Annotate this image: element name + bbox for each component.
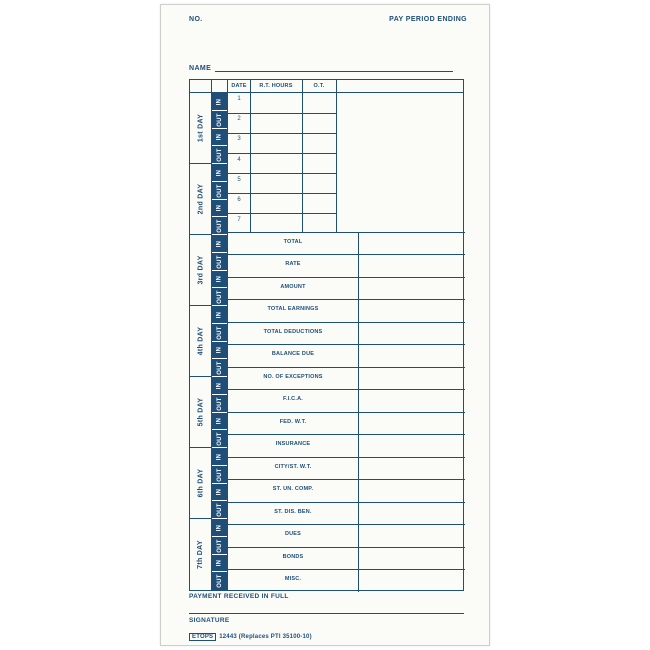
day-label-7: 7th DAY	[197, 540, 204, 569]
chip-in-5b[interactable]: IN	[212, 413, 227, 430]
summary-label-total-earnings: TOTAL EARNINGS	[267, 306, 319, 312]
chip-out-6b[interactable]: OUT	[212, 501, 227, 519]
in-out-column	[212, 80, 228, 590]
summary-rule-11	[228, 502, 465, 503]
chip-in-3b[interactable]: IN	[212, 271, 227, 288]
chip-out-7a[interactable]: OUT	[212, 537, 227, 555]
date-row-rule-5	[228, 193, 336, 194]
summary-label-misc: MISC.	[284, 576, 302, 582]
day-cell-5	[190, 377, 211, 448]
date-number-6: 6	[237, 197, 241, 203]
chip-out-4a[interactable]: OUT	[212, 324, 227, 342]
day-label-1: 1st DAY	[197, 113, 204, 143]
day-label-3: 3rd DAY	[197, 255, 204, 285]
name-rule	[215, 63, 453, 72]
day-label-5: 5th DAY	[197, 397, 204, 427]
payment-received-label: PAYMENT RECEIVED IN FULL	[189, 593, 289, 600]
day-label-4: 4th DAY	[197, 326, 204, 356]
pay-period-ending-label: PAY PERIOD ENDING	[389, 16, 467, 23]
chip-out-2a[interactable]: OUT	[212, 182, 227, 200]
day-label-6: 6th DAY	[197, 468, 204, 498]
summary-rule-5	[228, 367, 465, 368]
chip-in-4a[interactable]: IN	[212, 306, 227, 324]
date-row-rule-4	[228, 173, 336, 174]
chip-out-2b[interactable]: OUT	[212, 217, 227, 235]
chip-out-1b[interactable]: OUT	[212, 146, 227, 164]
summary-label-total-deductions: TOTAL DEDUCTIONS	[263, 329, 323, 335]
brand-row	[189, 633, 464, 641]
summary-rule-3	[228, 322, 465, 323]
card-header	[161, 16, 489, 30]
summary-label-balance-due: BALANCE DUE	[271, 351, 315, 357]
chip-in-7a[interactable]: IN	[212, 519, 227, 537]
signature-label: SIGNATURE	[189, 617, 230, 624]
chip-out-7b[interactable]: OUT	[212, 572, 227, 590]
date-row-rule-7	[228, 232, 465, 233]
day-cell-4	[190, 306, 211, 377]
rule-rt-right	[302, 80, 303, 232]
summary-rule-8	[228, 434, 465, 435]
day-cell-3	[190, 235, 211, 306]
chip-out-4b[interactable]: OUT	[212, 359, 227, 377]
summary-label-st-dis-ben: ST. DIS. BEN.	[274, 509, 312, 515]
chip-out-5a[interactable]: OUT	[212, 395, 227, 413]
signature-rule	[189, 613, 464, 614]
summary-label-amount: AMOUNT	[280, 284, 306, 290]
chip-in-1a[interactable]: IN	[212, 93, 227, 111]
chip-in-2b[interactable]: IN	[212, 200, 227, 217]
chip-in-2a[interactable]: IN	[212, 164, 227, 182]
date-number-4: 4	[237, 157, 241, 163]
date-number-3: 3	[237, 136, 241, 142]
chip-out-3a[interactable]: OUT	[212, 253, 227, 271]
summary-label-st-un-comp: ST. UN. COMP.	[272, 486, 314, 492]
day-column	[190, 80, 212, 590]
summary-label-city-st-wt: CITY/ST. W.T.	[274, 464, 312, 470]
date-number-7: 7	[237, 217, 241, 223]
summary-rule-13	[228, 547, 465, 548]
chip-out-5b[interactable]: OUT	[212, 430, 227, 448]
summary-label-exceptions: NO. OF EXCEPTIONS	[263, 374, 323, 380]
date-row-rule-2	[228, 133, 336, 134]
chip-in-6b[interactable]: IN	[212, 484, 227, 501]
day-cell-6	[190, 448, 211, 519]
summary-label-total: TOTAL	[283, 239, 303, 245]
date-number-2: 2	[237, 116, 241, 122]
summary-rule-6	[228, 389, 465, 390]
header-ot: O.T.	[313, 83, 325, 89]
summary-rule-9	[228, 457, 465, 458]
day-cell-1	[190, 93, 211, 164]
chip-in-1b[interactable]: IN	[212, 129, 227, 146]
header-date: DATE	[231, 83, 247, 89]
chip-in-6a[interactable]: IN	[212, 448, 227, 466]
summary-rule-10	[228, 479, 465, 480]
header-rt-hours: R.T. HOURS	[259, 83, 293, 89]
chip-in-5a[interactable]: IN	[212, 377, 227, 395]
product-number: 12443	[219, 634, 237, 640]
chip-in-7b[interactable]: IN	[212, 555, 227, 572]
chip-out-1a[interactable]: OUT	[212, 111, 227, 129]
brand-name: TOPS	[196, 634, 214, 640]
number-label: NO.	[189, 16, 203, 23]
summary-rule-14	[228, 569, 465, 570]
summary-label-dues: DUES	[284, 531, 302, 537]
summary-rule-0	[228, 254, 465, 255]
summary-rule-1	[228, 277, 465, 278]
summary-label-fica: F.I.C.A.	[283, 396, 303, 402]
entry-area	[228, 80, 463, 590]
chip-in-4b[interactable]: IN	[212, 342, 227, 359]
rule-ot-right	[336, 80, 337, 232]
chip-out-6a[interactable]: OUT	[212, 466, 227, 484]
day-cell-7	[190, 519, 211, 590]
date-row-rule-1	[228, 113, 336, 114]
summary-label-fed-wt: FED. W.T.	[279, 419, 307, 425]
summary-rule-2	[228, 299, 465, 300]
day-label-2: 2nd DAY	[197, 183, 204, 215]
name-label: NAME	[189, 65, 212, 72]
date-number-1: 1	[237, 96, 241, 102]
name-field[interactable]	[189, 63, 464, 72]
date-number-5: 5	[237, 177, 241, 183]
rule-date-right	[250, 80, 251, 232]
day-cell-2	[190, 164, 211, 235]
summary-rule-12	[228, 524, 465, 525]
summary-rule-7	[228, 412, 465, 413]
tops-logo	[189, 633, 216, 641]
chip-in-3a[interactable]: IN	[212, 235, 227, 253]
summary-rule-4	[228, 344, 465, 345]
timecard-grid	[189, 79, 464, 591]
date-row-rule-6	[228, 213, 336, 214]
date-row-rule-3	[228, 153, 336, 154]
chip-out-3b[interactable]: OUT	[212, 288, 227, 306]
summary-label-bonds: BONDS	[282, 554, 304, 560]
brand-mark: E	[192, 634, 197, 640]
summary-label-rate: RATE	[285, 261, 301, 267]
replaces-note: (Replaces PTI 35100-10)	[238, 634, 312, 640]
summary-label-insurance: INSURANCE	[275, 441, 311, 447]
time-card	[160, 4, 490, 646]
